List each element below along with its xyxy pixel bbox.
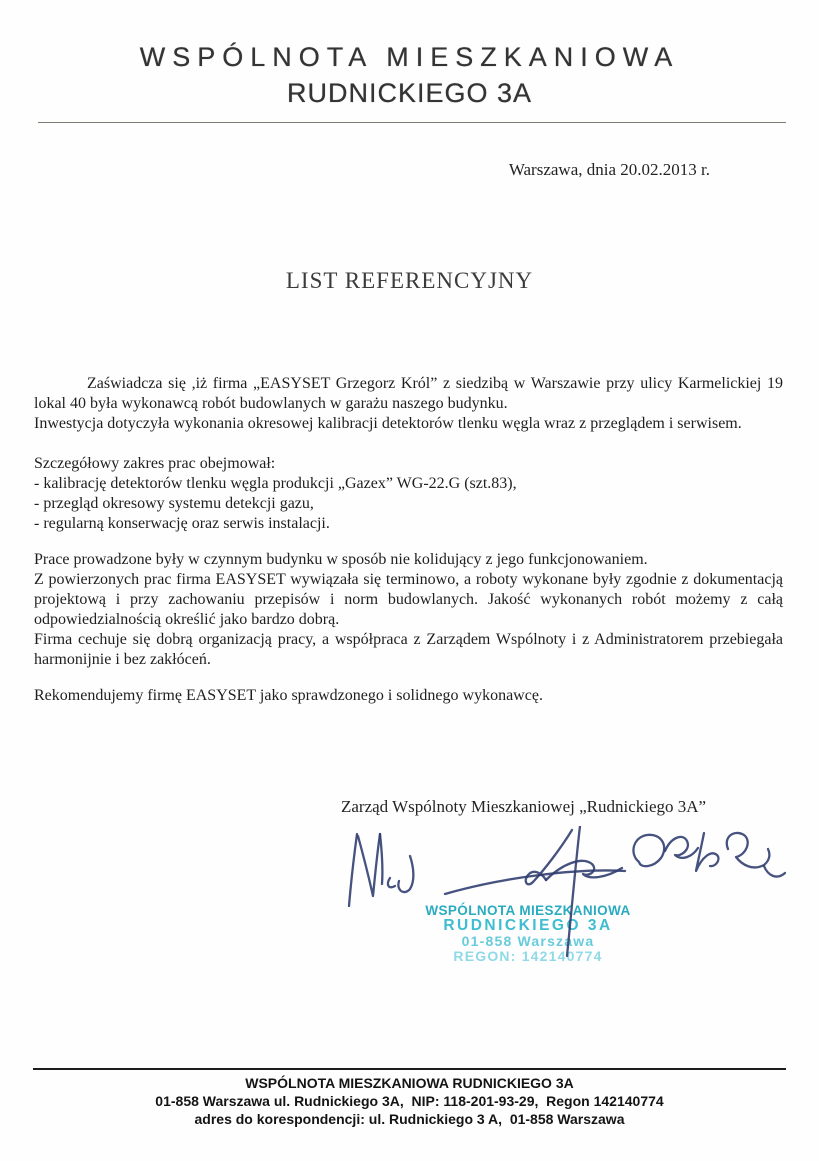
- handwritten-signatures-ink: [330, 826, 790, 960]
- footer: [0, 1074, 819, 1128]
- assessment-paragraph-1: Prace prowadzone były w czynnym budynku w sposób nie kolidujący z jego funkcjonowaniem.: [34, 551, 648, 568]
- scope-item: - przegląd okresowy systemu detekcji gazu,: [34, 495, 314, 512]
- stamp-org-address: RUDNICKIEGO 3A: [443, 917, 613, 934]
- scope-item: - regularną konserwację oraz serwis instalacji.: [34, 515, 330, 532]
- stamp-regon: REGON: 142140774: [453, 948, 603, 964]
- scope-heading: Szczegółowy zakres prac obejmował:: [34, 455, 276, 472]
- letter-body: [34, 374, 783, 706]
- header-divider: [38, 122, 786, 123]
- document-title: LIST REFERENCYJNY: [285, 268, 534, 293]
- footer-address-nip-regon: 01-858 Warszawa ul. Rudnickiego 3A, NIP: 118-201-93-29, Regon 142140774: [155, 1093, 664, 1109]
- scope-item: - kalibrację detektorów tlenku węgla produkcji „Gazex” WG-22.G (szt.83),: [34, 475, 517, 492]
- signature-middle: [445, 826, 625, 956]
- assessment-paragraph-2: Z powierzonych prac firma EASYSET wywiązała się terminowo, a roboty wykonane były zgodnie z dokumentacją projektową i przy zachowaniu przepisów i norm budowlanych. Jakość wykonanych robót możemy z całą odpowiedzialnością określić jako bardzo dobrą.: [34, 571, 783, 628]
- stamp-city: 01-858 Warszawa: [461, 933, 595, 949]
- letterhead-org-address: RUDNICKIEGO 3A: [286, 78, 533, 108]
- letterhead-org-name: WSPÓLNOTA MIESZKANIOWA: [139, 42, 680, 72]
- signature-left: [349, 834, 413, 906]
- footer-divider: [33, 1068, 786, 1070]
- footer-correspondence-address: adres do korespondencji: ul. Rudnickiego 3 A, 01-858 Warszawa: [194, 1111, 625, 1127]
- footer-org-name: WSPÓLNOTA MIESZKANIOWA RUDNICKIEGO 3A: [245, 1075, 574, 1091]
- signature-right: [633, 833, 785, 877]
- recommendation-paragraph: Rekomendujemy firmę EASYSET jako sprawdzonego i solidnego wykonawcę.: [34, 687, 543, 704]
- assessment-paragraph-3: Firma cechuje się dobrą organizacją pracy, a współpraca z Zarządem Wspólnoty i z Administratorem przebiegała harmonijnie i bez zakłóceń.: [34, 631, 783, 668]
- stamp-org-name: WSPÓLNOTA MIESZKANIOWA: [425, 903, 631, 918]
- signoff-line: Zarząd Wspólnoty Mieszkaniowej „Rudnickiego 3A”: [341, 797, 707, 816]
- intro-paragraph-1: Zaświadcza się ,iż firma „EASYSET Grzegorz Król” z siedzibą w Warszawie przy ulicy Karmelickiej 19 lokal 40 była wykonawcą robót budowlanych w garażu naszego budynku.: [34, 375, 783, 412]
- intro-paragraph-2: Inwestycja dotyczyła wykonania okresowej kalibracji detektorów tlenku węgla wraz z przeglądem i serwisem.: [34, 415, 742, 432]
- dateline: Warszawa, dnia 20.02.2013 r.: [508, 160, 710, 179]
- letterhead: [0, 42, 819, 109]
